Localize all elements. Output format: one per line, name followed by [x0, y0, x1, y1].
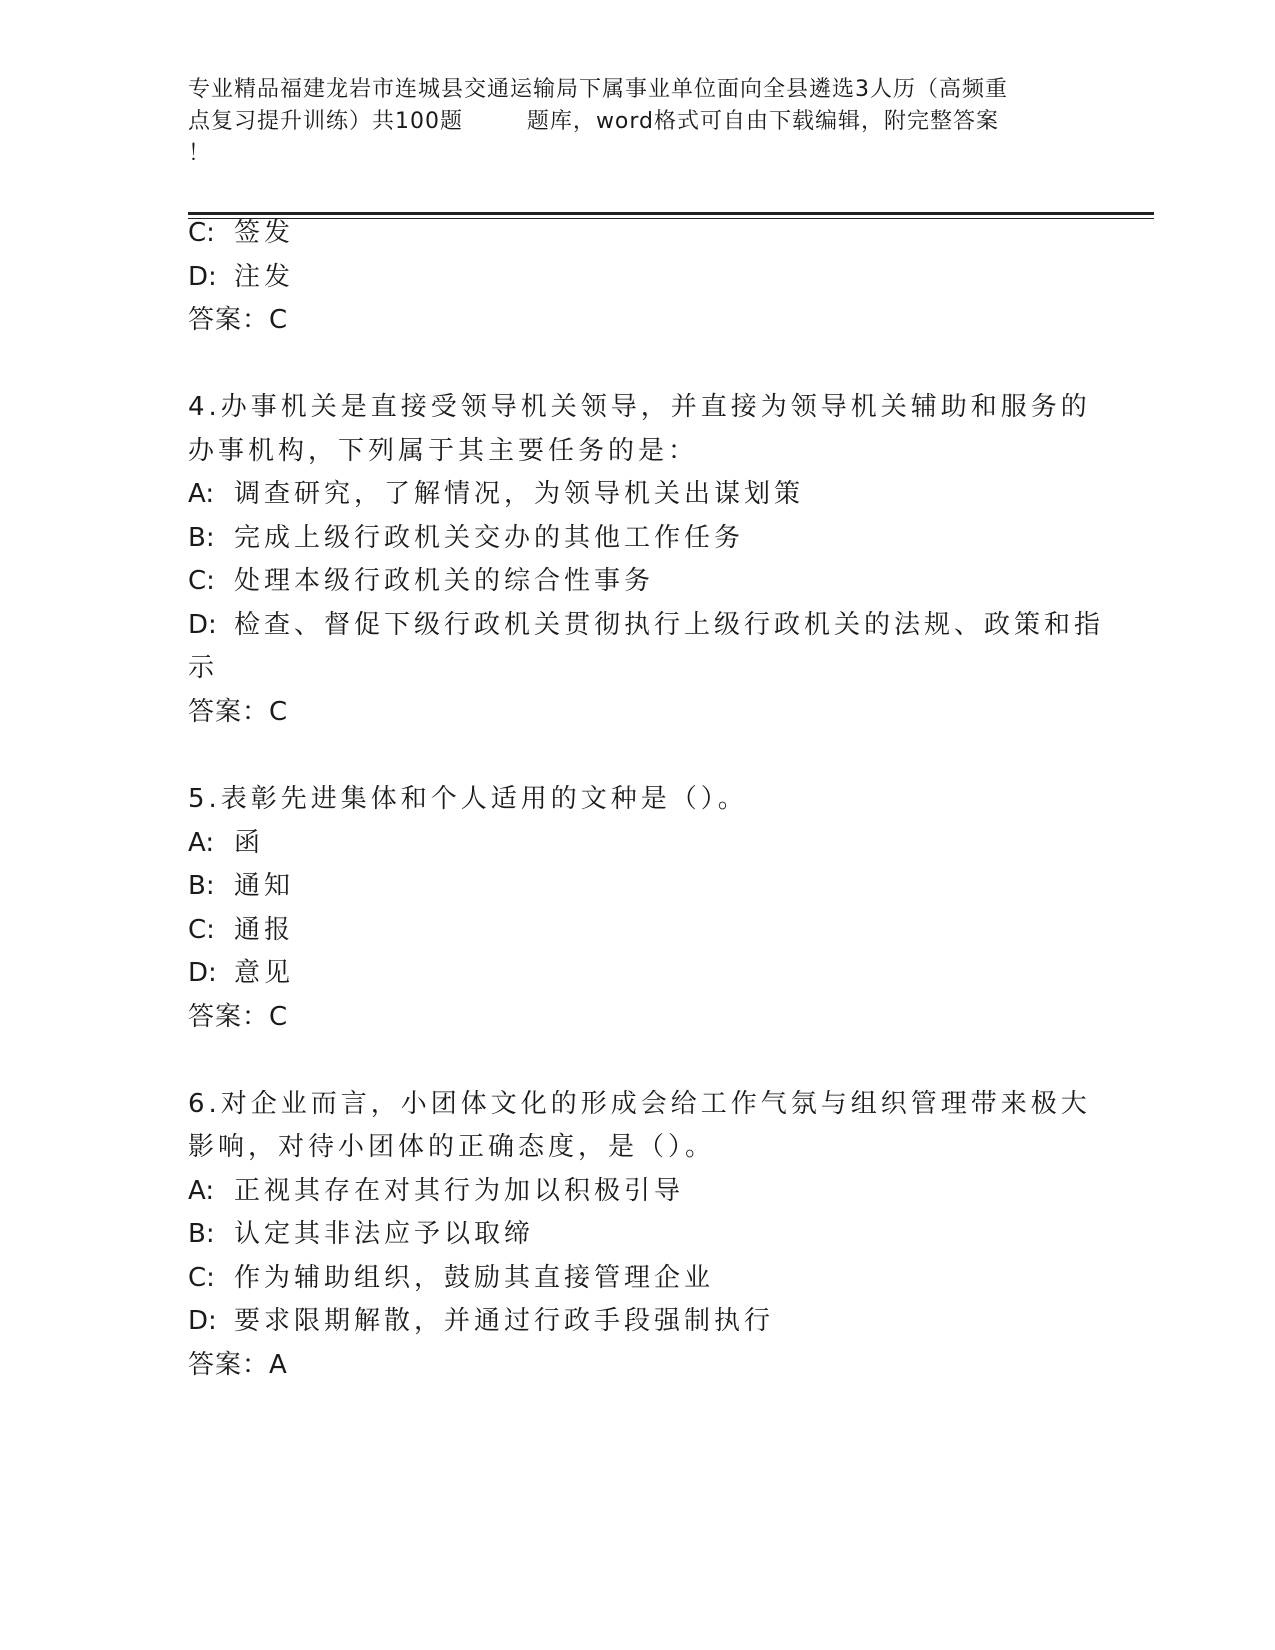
option-item	[188, 523, 744, 553]
option-key: D:	[188, 958, 217, 988]
question-stem: 办事机构，下列属于其主要任务的是：	[188, 436, 699, 466]
answer-line: 答案：C	[188, 305, 289, 335]
document-header	[188, 74, 1088, 170]
option-item	[188, 218, 294, 248]
option-item	[188, 479, 804, 509]
option-text: 签发	[234, 218, 295, 248]
option-item	[188, 1219, 534, 1249]
option-item	[188, 610, 1104, 640]
option-item	[188, 1306, 774, 1336]
option-text: 完成上级行政机关交办的其他工作任务	[234, 523, 745, 553]
option-key: C:	[188, 915, 215, 945]
option-key: A:	[188, 828, 215, 858]
option-key: C:	[188, 566, 215, 596]
option-text: 处理本级行政机关的综合性事务	[234, 566, 655, 596]
option-item	[188, 262, 294, 292]
option-key: C:	[188, 1263, 215, 1293]
option-item	[188, 828, 264, 858]
option-key: A:	[188, 479, 215, 509]
header-divider	[188, 218, 1154, 219]
option-continuation: 示	[188, 653, 219, 683]
header-line: 专业精品福建龙岩市连城县交通运输局下属事业单位面向全县遴选3人历（高频重	[188, 77, 1008, 102]
option-text: 注发	[234, 262, 295, 292]
option-item	[188, 1263, 714, 1293]
option-text: 意见	[234, 958, 295, 988]
option-key: D:	[188, 262, 217, 292]
option-key: A:	[188, 1176, 215, 1206]
header-line: 点复习提升训练）共100题 题库，word格式可自由下载编辑，附完整答案	[188, 109, 1000, 134]
question-stem: 影响，对待小团体的正确态度，是（）。	[188, 1132, 716, 1162]
option-key: D:	[188, 1306, 217, 1336]
option-item	[188, 871, 294, 901]
option-text: 要求限期解散，并通过行政手段强制执行	[234, 1306, 775, 1336]
option-key: C:	[188, 218, 215, 248]
option-text: 认定其非法应予以取缔	[234, 1219, 535, 1249]
header-line: ！	[188, 141, 212, 166]
option-text: 检查、督促下级行政机关贯彻执行上级行政机关的法规、政策和指	[234, 610, 1105, 640]
option-item	[188, 915, 294, 945]
option-text: 通报	[234, 915, 295, 945]
option-key: B:	[188, 523, 215, 553]
option-text: 函	[234, 828, 265, 858]
option-text: 正视其存在对其行为加以积极引导	[234, 1176, 685, 1206]
answer-line: 答案：C	[188, 697, 289, 727]
question-stem: 4.办事机关是直接受领导机关领导，并直接为领导机关辅助和服务的	[188, 392, 1091, 422]
option-key: B:	[188, 1219, 215, 1249]
answer-line: 答案：C	[188, 1002, 289, 1032]
option-text: 调查研究，了解情况，为领导机关出谋划策	[234, 479, 805, 509]
option-item	[188, 958, 294, 988]
option-item	[188, 566, 654, 596]
option-text: 通知	[234, 871, 295, 901]
question-stem: 6.对企业而言，小团体文化的形成会给工作气氛与组织管理带来极大	[188, 1089, 1091, 1119]
option-item	[188, 1176, 684, 1206]
option-key: B:	[188, 871, 215, 901]
option-key: D:	[188, 610, 217, 640]
question-stem: 5.表彰先进集体和个人适用的文种是（）。	[188, 784, 748, 814]
header-divider	[188, 212, 1154, 215]
option-text: 作为辅助组织，鼓励其直接管理企业	[234, 1263, 715, 1293]
answer-line: 答案：A	[188, 1350, 288, 1380]
